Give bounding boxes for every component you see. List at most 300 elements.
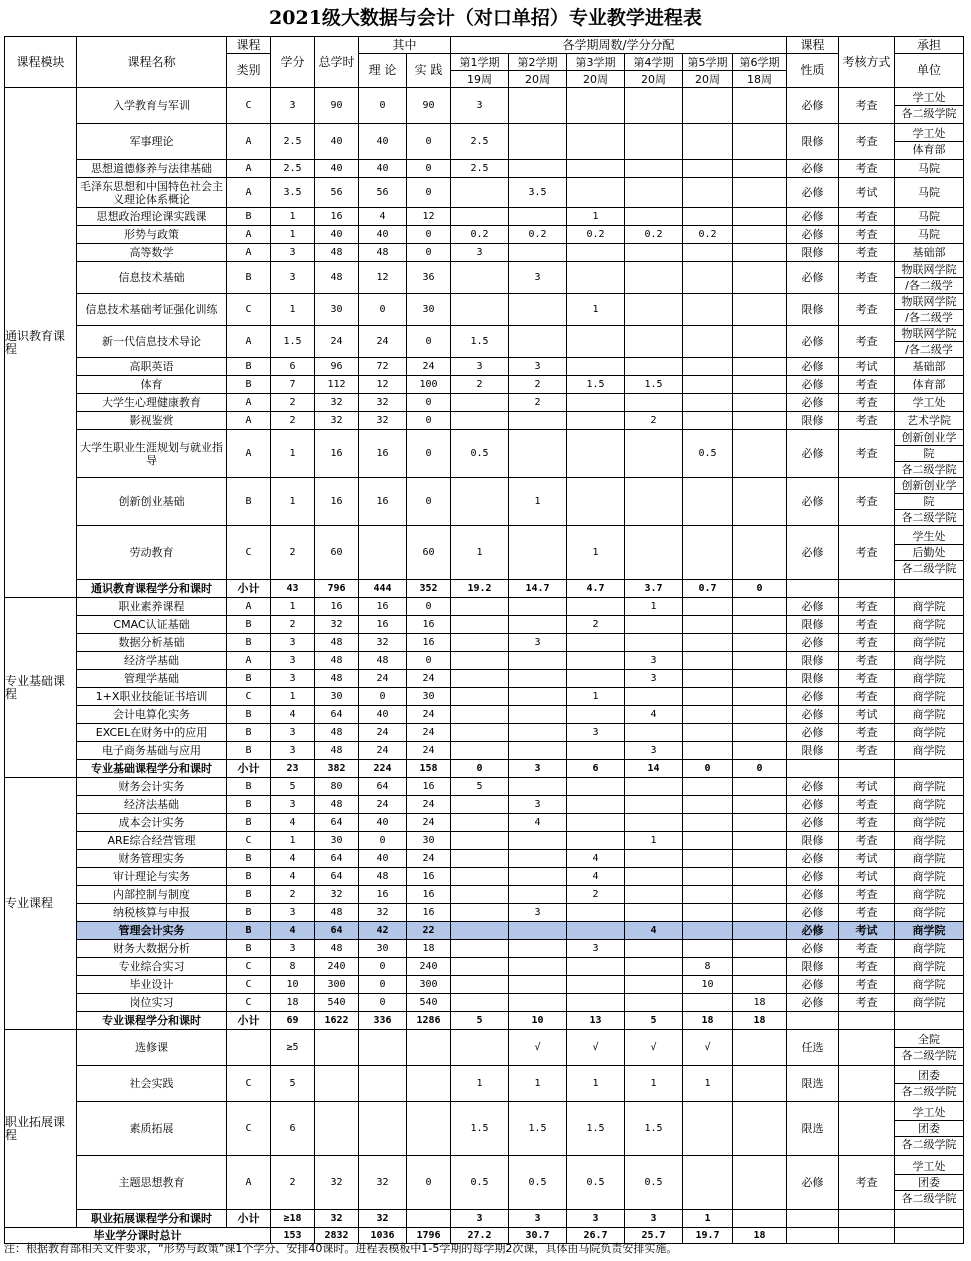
unit-line: 商学院	[912, 798, 946, 811]
course-credit: ≥5	[271, 1030, 315, 1066]
course-hours: 32	[315, 886, 359, 904]
course-category: C	[227, 1066, 271, 1102]
course-theory: 0	[359, 688, 407, 706]
course-credit: 2	[271, 616, 315, 634]
course-nature: 必修	[787, 88, 839, 124]
course-theory: 0	[359, 88, 407, 124]
unit-line: 院	[895, 446, 963, 462]
course-exam: 考查	[839, 430, 895, 478]
course-practice: 24	[407, 724, 451, 742]
subtotal-term-3: 13	[567, 1012, 625, 1030]
course-theory: 40	[359, 160, 407, 178]
course-practice: 0	[407, 326, 451, 358]
subtotal-blank-nature	[787, 1210, 839, 1228]
subtotal-term-1: 3	[451, 1210, 509, 1228]
subtotal-blank-nature	[787, 1012, 839, 1030]
term-1-value	[451, 886, 509, 904]
course-name: 高职英语	[77, 358, 227, 376]
table-row	[5, 994, 964, 1012]
table-row	[5, 326, 964, 358]
course-practice: 0	[407, 394, 451, 412]
course-hours: 240	[315, 958, 359, 976]
term-3-value	[567, 922, 625, 940]
term-4-value	[625, 940, 683, 958]
term-4-value	[625, 634, 683, 652]
course-exam: 考查	[839, 670, 895, 688]
term-4-value: 0.5	[625, 1156, 683, 1210]
subtotal-term-2: 10	[509, 1012, 567, 1030]
course-category: A	[227, 244, 271, 262]
course-name: 劳动教育	[77, 526, 227, 580]
subtotal-label: 职业拓展课程学分和课时	[77, 1210, 227, 1228]
course-name: 军事理论	[77, 124, 227, 160]
course-credit: 4	[271, 850, 315, 868]
course-hours: 540	[315, 994, 359, 1012]
term-4-value	[625, 294, 683, 326]
course-hours: 48	[315, 940, 359, 958]
course-exam: 考试	[839, 850, 895, 868]
course-exam: 考查	[839, 88, 895, 124]
course-hours: 40	[315, 124, 359, 160]
subtotal-practice: 158	[407, 760, 451, 778]
course-nature: 必修	[787, 478, 839, 526]
course-credit: 3.5	[271, 178, 315, 208]
term-4-value	[625, 478, 683, 526]
term-3-value: 0.5	[567, 1156, 625, 1210]
unit-line: 商学院	[912, 906, 946, 919]
term-6-value	[733, 178, 787, 208]
course-practice	[407, 1102, 451, 1156]
term-5-value	[683, 724, 733, 742]
term-2-value	[509, 922, 567, 940]
term-5-value	[683, 796, 733, 814]
table-row	[5, 778, 964, 796]
course-theory: 12	[359, 262, 407, 294]
header-hours: 总学时	[315, 37, 359, 88]
unit-line: 商学院	[912, 996, 946, 1009]
term-2-value: 1	[509, 1066, 567, 1102]
term-5-value	[683, 832, 733, 850]
course-hours: 16	[315, 430, 359, 478]
table-row	[5, 814, 964, 832]
table-row	[5, 598, 964, 616]
table-row	[5, 796, 964, 814]
course-unit	[895, 598, 964, 616]
term-2-value	[509, 850, 567, 868]
header-credit: 学分	[271, 37, 315, 88]
course-unit	[895, 526, 964, 580]
course-hours	[315, 1030, 359, 1066]
header-theory: 理 论	[359, 54, 407, 88]
course-nature: 限修	[787, 294, 839, 326]
term-2-value	[509, 706, 567, 724]
course-practice: 30	[407, 688, 451, 706]
unit-line: 商学院	[912, 852, 946, 865]
course-unit	[895, 922, 964, 940]
unit-line: 创新创业学	[895, 478, 963, 494]
course-unit	[895, 244, 964, 262]
course-exam: 考查	[839, 526, 895, 580]
term-1-value	[451, 294, 509, 326]
course-name: 财务大数据分析	[77, 940, 227, 958]
term-1-value: 2	[451, 376, 509, 394]
term-4-value	[625, 358, 683, 376]
term-2-value	[509, 326, 567, 358]
course-exam: 考试	[839, 178, 895, 208]
course-theory: 24	[359, 326, 407, 358]
unit-line: 后勤处	[895, 545, 963, 561]
course-exam: 考试	[839, 868, 895, 886]
term-2-value: 0.5	[509, 1156, 567, 1210]
term-5-value	[683, 244, 733, 262]
term-4-value	[625, 904, 683, 922]
term-3-value	[567, 326, 625, 358]
term-2-value	[509, 994, 567, 1012]
table-row	[5, 832, 964, 850]
course-practice: 0	[407, 478, 451, 526]
total-label: 毕业学分课时总计	[5, 1228, 271, 1244]
subtotal-term-6	[733, 1210, 787, 1228]
course-exam: 考查	[839, 976, 895, 994]
course-hours: 48	[315, 796, 359, 814]
course-credit: 8	[271, 958, 315, 976]
header-term-4: 第4学期	[625, 54, 683, 71]
term-1-value: 0.5	[451, 1156, 509, 1210]
subtotal-row	[5, 580, 964, 598]
table-row	[5, 430, 964, 478]
course-nature: 必修	[787, 850, 839, 868]
course-hours: 30	[315, 832, 359, 850]
course-theory: 0	[359, 958, 407, 976]
course-credit: 1	[271, 294, 315, 326]
term-5-value	[683, 478, 733, 526]
term-1-value	[451, 922, 509, 940]
unit-line: 学工处	[895, 90, 963, 106]
term-1-value	[451, 478, 509, 526]
course-practice: 24	[407, 742, 451, 760]
term-4-value	[625, 526, 683, 580]
term-6-value	[733, 1066, 787, 1102]
subtotal-practice	[407, 1210, 451, 1228]
course-unit	[895, 1066, 964, 1102]
course-theory: 16	[359, 616, 407, 634]
course-hours: 40	[315, 226, 359, 244]
table-row	[5, 634, 964, 652]
table-row	[5, 1102, 964, 1156]
course-category: C	[227, 976, 271, 994]
table-row	[5, 226, 964, 244]
course-hours: 56	[315, 178, 359, 208]
term-4-value	[625, 160, 683, 178]
course-unit	[895, 814, 964, 832]
term-4-value: 0.2	[625, 226, 683, 244]
term-2-value	[509, 688, 567, 706]
course-exam: 考查	[839, 412, 895, 430]
course-unit	[895, 976, 964, 994]
term-2-value	[509, 244, 567, 262]
course-practice: 24	[407, 670, 451, 688]
header-unit-1: 承担	[895, 37, 964, 54]
course-category: B	[227, 742, 271, 760]
course-name: 1+X职业技能证书培训	[77, 688, 227, 706]
term-5-value	[683, 940, 733, 958]
term-6-value	[733, 616, 787, 634]
course-nature: 限修	[787, 616, 839, 634]
term-5-value	[683, 412, 733, 430]
term-4-value	[625, 616, 683, 634]
term-6-value	[733, 294, 787, 326]
course-theory	[359, 1030, 407, 1066]
term-2-value	[509, 940, 567, 958]
unit-line: 商学院	[912, 690, 946, 703]
course-name: 主题思想教育	[77, 1156, 227, 1210]
term-6-value: 18	[733, 994, 787, 1012]
course-exam: 考查	[839, 904, 895, 922]
term-2-value: 3	[509, 358, 567, 376]
unit-line: 商学院	[912, 960, 946, 973]
term-3-value: 1	[567, 1066, 625, 1102]
subtotal-term-4: 3.7	[625, 580, 683, 598]
course-name: 信息技术基础	[77, 262, 227, 294]
course-hours: 16	[315, 478, 359, 526]
term-1-value: 1.5	[451, 326, 509, 358]
unit-line: 艺术学院	[907, 414, 951, 427]
term-1-value	[451, 994, 509, 1012]
term-1-value	[451, 904, 509, 922]
subtotal-term-4: 5	[625, 1012, 683, 1030]
course-name: 影视鉴赏	[77, 412, 227, 430]
course-practice: 24	[407, 796, 451, 814]
course-credit: 7	[271, 376, 315, 394]
course-exam: 考查	[839, 814, 895, 832]
course-unit	[895, 832, 964, 850]
course-nature: 限选	[787, 1066, 839, 1102]
course-name: 体育	[77, 376, 227, 394]
term-2-value: 3	[509, 904, 567, 922]
course-practice: 60	[407, 526, 451, 580]
course-name: 信息技术基础考证强化训练	[77, 294, 227, 326]
course-category: A	[227, 326, 271, 358]
subtotal-term-6: 0	[733, 580, 787, 598]
course-nature: 必修	[787, 208, 839, 226]
course-category: A	[227, 430, 271, 478]
course-hours: 48	[315, 670, 359, 688]
subtotal-label: 专业基础课程学分和课时	[77, 760, 227, 778]
term-6-value	[733, 598, 787, 616]
table-row	[5, 88, 964, 124]
subtotal-hours: 32	[315, 1210, 359, 1228]
course-exam: 考查	[839, 1156, 895, 1210]
course-exam: 考查	[839, 940, 895, 958]
course-hours: 32	[315, 394, 359, 412]
course-category: A	[227, 412, 271, 430]
term-6-value	[733, 670, 787, 688]
course-name: 数据分析基础	[77, 634, 227, 652]
course-name: 职业素养课程	[77, 598, 227, 616]
subtotal-blank-unit	[895, 760, 964, 778]
course-practice: 300	[407, 976, 451, 994]
course-nature: 必修	[787, 634, 839, 652]
course-credit: 3	[271, 652, 315, 670]
course-theory	[359, 1102, 407, 1156]
course-credit: 3	[271, 244, 315, 262]
header-term-3: 第3学期	[567, 54, 625, 71]
term-4-value: 1.5	[625, 1102, 683, 1156]
total-blank-nature	[787, 1228, 839, 1244]
course-nature: 必修	[787, 394, 839, 412]
course-exam: 考查	[839, 634, 895, 652]
subtotal-credit: ≥18	[271, 1210, 315, 1228]
subtotal-theory: 224	[359, 760, 407, 778]
term-4-value	[625, 124, 683, 160]
course-credit: 4	[271, 922, 315, 940]
course-category: C	[227, 88, 271, 124]
term-2-value	[509, 670, 567, 688]
course-theory: 42	[359, 922, 407, 940]
total-term-6: 18	[733, 1228, 787, 1244]
term-4-value: 1	[625, 598, 683, 616]
unit-line: 商学院	[912, 600, 946, 613]
course-hours: 40	[315, 160, 359, 178]
course-hours: 48	[315, 244, 359, 262]
term-6-value	[733, 430, 787, 478]
term-5-value: 8	[683, 958, 733, 976]
course-category: B	[227, 940, 271, 958]
term-6-value	[733, 358, 787, 376]
subtotal-term-2: 3	[509, 1210, 567, 1228]
course-hours: 48	[315, 904, 359, 922]
term-3-value: 3	[567, 940, 625, 958]
term-3-value	[567, 670, 625, 688]
course-hours: 30	[315, 688, 359, 706]
subtotal-row	[5, 1012, 964, 1030]
course-exam	[839, 1030, 895, 1066]
unit-line: 马院	[918, 162, 940, 175]
total-theory: 1036	[359, 1228, 407, 1244]
term-3-value: 4	[567, 868, 625, 886]
term-1-value: 3	[451, 358, 509, 376]
course-unit	[895, 706, 964, 724]
course-exam: 考查	[839, 244, 895, 262]
unit-line: 团委	[895, 1175, 963, 1191]
course-nature: 限修	[787, 412, 839, 430]
term-6-value	[733, 742, 787, 760]
course-hours: 48	[315, 652, 359, 670]
term-4-value	[625, 88, 683, 124]
term-1-value	[451, 706, 509, 724]
term-4-value	[625, 724, 683, 742]
term-4-value: 1.5	[625, 376, 683, 394]
unit-line: 物联网学院	[895, 326, 963, 342]
header-term-1: 第1学期	[451, 54, 509, 71]
unit-line: 商学院	[912, 924, 946, 937]
course-unit	[895, 294, 964, 326]
header-nature-2: 性质	[787, 54, 839, 88]
course-unit	[895, 670, 964, 688]
course-exam: 考查	[839, 796, 895, 814]
unit-line: 各二级学院	[901, 1192, 957, 1205]
table-row	[5, 244, 964, 262]
term-1-value	[451, 262, 509, 294]
course-practice	[407, 1066, 451, 1102]
course-credit: 10	[271, 976, 315, 994]
course-hours: 64	[315, 922, 359, 940]
course-nature: 必修	[787, 688, 839, 706]
total-term-4: 25.7	[625, 1228, 683, 1244]
table-row	[5, 688, 964, 706]
term-3-value	[567, 598, 625, 616]
subtotal-practice: 1286	[407, 1012, 451, 1030]
table-row	[5, 904, 964, 922]
term-1-value	[451, 688, 509, 706]
course-exam: 考查	[839, 832, 895, 850]
course-nature: 必修	[787, 358, 839, 376]
course-theory: 4	[359, 208, 407, 226]
course-unit	[895, 724, 964, 742]
course-credit: 3	[271, 796, 315, 814]
course-hours: 96	[315, 358, 359, 376]
course-exam	[839, 1102, 895, 1156]
course-category: B	[227, 886, 271, 904]
course-nature: 任选	[787, 1030, 839, 1066]
term-3-value: 0.2	[567, 226, 625, 244]
table-row	[5, 724, 964, 742]
term-3-value	[567, 958, 625, 976]
course-theory: 16	[359, 478, 407, 526]
subtotal-blank-exam	[839, 580, 895, 598]
term-4-value: 1	[625, 832, 683, 850]
course-credit: 1	[271, 688, 315, 706]
course-hours: 90	[315, 88, 359, 124]
term-6-value	[733, 160, 787, 178]
course-unit	[895, 850, 964, 868]
term-3-value: √	[567, 1030, 625, 1066]
course-hours: 48	[315, 742, 359, 760]
course-nature: 限修	[787, 244, 839, 262]
unit-line: 学工处	[912, 396, 946, 409]
term-6-value	[733, 886, 787, 904]
course-nature: 必修	[787, 598, 839, 616]
course-credit: 2	[271, 394, 315, 412]
term-2-value	[509, 958, 567, 976]
subtotal-term-1: 0	[451, 760, 509, 778]
course-name: CMAC认证基础	[77, 616, 227, 634]
term-3-value: 1.5	[567, 1102, 625, 1156]
term-1-value	[451, 976, 509, 994]
course-credit: 4	[271, 868, 315, 886]
term-6-value	[733, 940, 787, 958]
course-exam: 考试	[839, 778, 895, 796]
term-5-value	[683, 634, 733, 652]
course-exam: 考查	[839, 326, 895, 358]
term-4-value	[625, 778, 683, 796]
term-2-value: 3	[509, 634, 567, 652]
header-weeks-2: 20周	[509, 71, 567, 88]
course-category: A	[227, 1156, 271, 1210]
table-row	[5, 358, 964, 376]
course-exam: 考查	[839, 652, 895, 670]
term-3-value	[567, 814, 625, 832]
term-2-value	[509, 652, 567, 670]
term-5-value	[683, 178, 733, 208]
term-3-value	[567, 430, 625, 478]
term-4-value: 4	[625, 922, 683, 940]
course-hours: 16	[315, 208, 359, 226]
course-category: C	[227, 526, 271, 580]
module-name: 专业课程	[5, 778, 77, 1030]
header-category-1: 课程	[227, 37, 271, 54]
course-nature: 限修	[787, 832, 839, 850]
